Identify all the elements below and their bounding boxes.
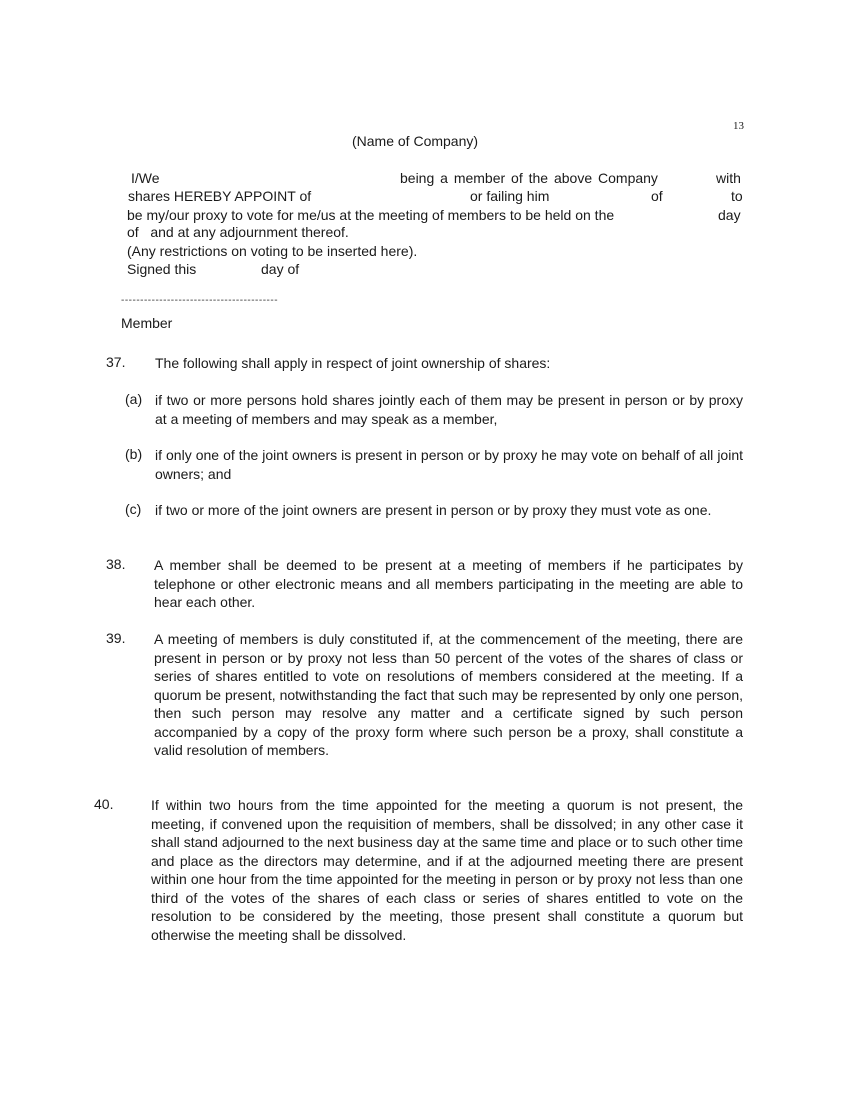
clause-37c-label: (c) [125, 501, 142, 517]
clause-37c-text: if two or more of the joint owners are present in person or by proxy they must vote as one. [155, 502, 712, 518]
form-restrictions: (Any restrictions on voting to be inserted here). [127, 243, 418, 259]
form-of: of [651, 188, 663, 204]
form-member-text: being a member of the above Company [400, 170, 658, 186]
form-i-we: I/We [131, 170, 160, 186]
clause-38-number: 38. [106, 556, 126, 572]
form-proxy-line: be my/our proxy to vote for me/us at the meeting of members to be held on the [127, 207, 615, 223]
form-to: to [731, 188, 743, 204]
clause-40-text: If within two hours from the time appointed for the meeting a quorum is not present, the meeting, if convened upon the requisition of members, shall be dissolved; in any other case it shall stand adjourned to the next business day at the same time and place or to such other time and place as the directors may determine, and if at the adjourned meeting there are present within one hour from the time appointed for the meeting in person or by proxy not less than one third of the votes of the shares of each class or series of shares entitled to vote on the resolution to be considered by the meeting, those present shall constitute a quorum but otherwise the meeting shall be dissolved. [151, 797, 743, 943]
clause-37a-text: if two or more persons hold shares jointly each of them may be present in person or by proxy at a meeting of members and may speak as a member, [155, 392, 743, 427]
form-adjournment: of and at any adjournment thereof. [127, 224, 349, 240]
clause-38-text: A member shall be deemed to be present at a meeting of members if he participates by telephone or other electronic means and all members participating in the meeting are able to hear each other. [154, 557, 743, 610]
signature-line: ----------------------------------------- [121, 295, 279, 306]
member-label: Member [121, 315, 173, 331]
form-signed-this: Signed this [127, 261, 197, 277]
clause-37-text: The following shall apply in respect of joint ownership of shares: [155, 355, 551, 371]
clause-37b-text: if only one of the joint owners is present in person or by proxy he may vote on behalf of all joint owners; and [155, 447, 743, 482]
clause-37a-label: (a) [125, 391, 143, 407]
clause-39-number: 39. [106, 630, 126, 646]
form-with: with [716, 170, 741, 186]
form-day: day [718, 207, 741, 223]
clause-37-number: 37. [106, 354, 126, 370]
clause-39-text: A meeting of members is duly constituted if, at the commencement of the meeting, there are present in person or by proxy not less than 50 percent of the votes of the shares of class or series of shares entitled to vote on resolutions of members considered at the meeting. If a quorum be present, notwithstanding the fact that such may be represented by only one person, then such person may resolve any matter and a certificate signed by such person accompanied by a copy of the proxy form where such person be a proxy, shall constitute a valid resolution of members. [154, 631, 743, 758]
form-appoint: shares HEREBY APPOINT of [128, 188, 312, 204]
page-number: 13 [733, 120, 744, 132]
clause-37b-label: (b) [125, 446, 143, 462]
form-day-of: day of [261, 261, 300, 277]
form-failing-him: or failing him [470, 188, 550, 204]
company-name-heading: (Name of Company) [352, 133, 479, 149]
clause-40-number: 40. [94, 796, 114, 812]
